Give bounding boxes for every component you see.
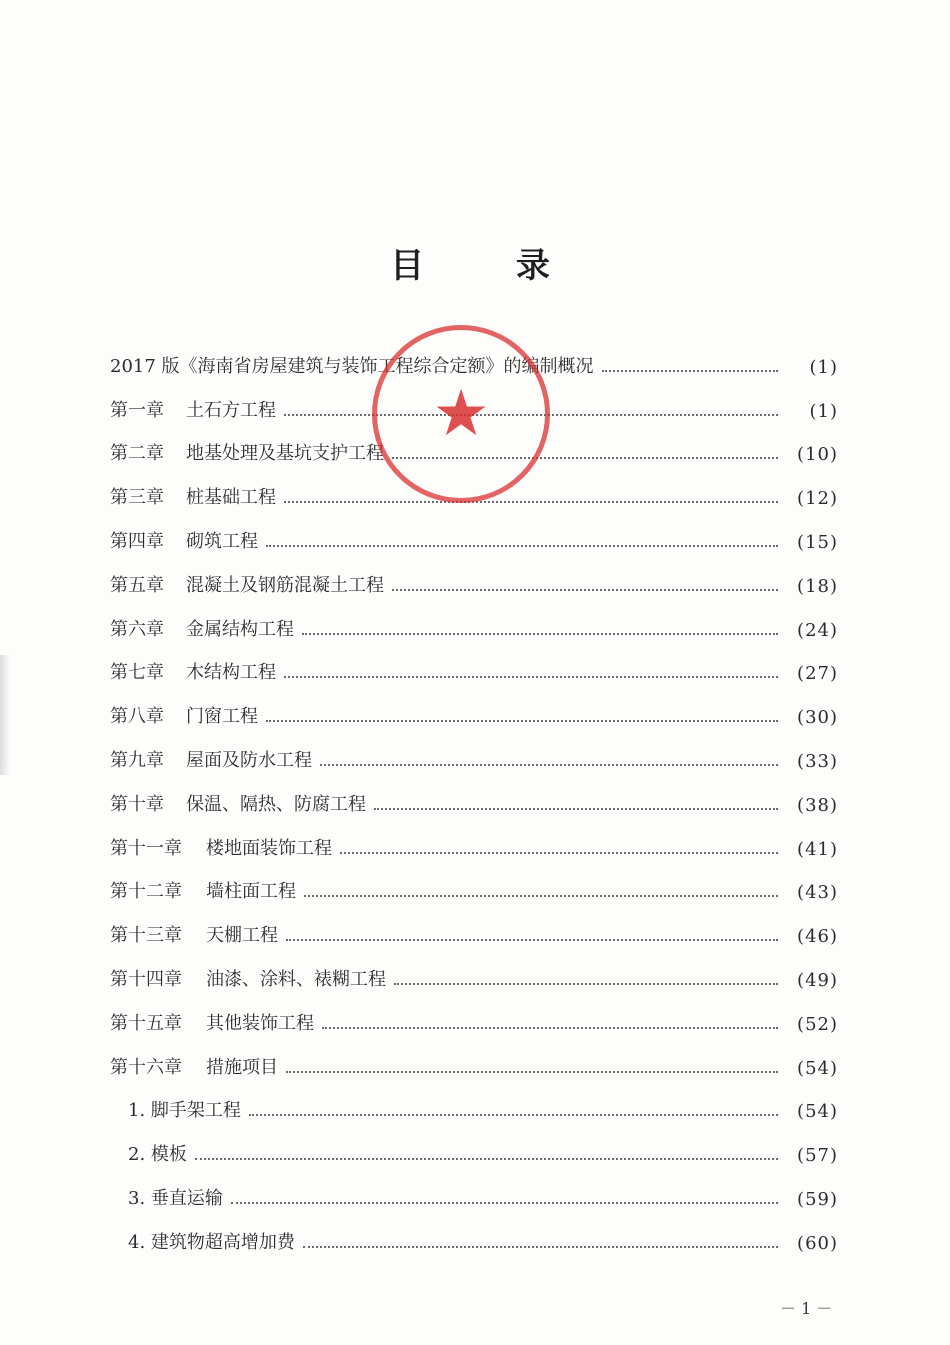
- dot-leader: [249, 1114, 778, 1116]
- toc-entry-name: 保温、隔热、防腐工程: [186, 793, 366, 815]
- toc-chapter-label: 第一章: [110, 399, 164, 421]
- page-title: 目 录: [390, 246, 590, 286]
- toc-page-number: (10): [797, 444, 838, 466]
- toc-subentry-high-rise-surcharge[interactable]: [110, 1210, 838, 1254]
- toc-chapter-label: 第十章: [110, 793, 164, 815]
- dot-leader: [392, 589, 778, 591]
- toc-entry-name: 3. 垂直运输: [128, 1187, 223, 1209]
- toc-entry-name: 楼地面装饰工程: [206, 837, 332, 859]
- toc-entry-chapter-13[interactable]: [110, 903, 838, 947]
- toc-page-number: (60): [797, 1232, 838, 1254]
- dot-leader: [302, 633, 778, 635]
- dot-leader: [303, 1246, 778, 1248]
- toc-page-number: (1): [809, 356, 838, 378]
- toc-entry-chapter-15[interactable]: [110, 991, 838, 1035]
- toc-subentry-formwork[interactable]: [110, 1122, 838, 1166]
- toc-entry-name: 屋面及防水工程: [186, 749, 312, 771]
- toc-chapter-label: 第七章: [110, 662, 164, 684]
- dot-leader: [284, 501, 778, 503]
- toc-subentry-scaffolding[interactable]: [110, 1079, 838, 1123]
- toc-entry-name: 砌筑工程: [186, 530, 258, 552]
- toc-chapter-label: 第十二章: [110, 881, 182, 903]
- toc-chapter-label: 第九章: [110, 749, 164, 771]
- toc-chapter-label: 第十一章: [110, 837, 182, 859]
- toc-entry-name: 天棚工程: [206, 925, 278, 947]
- toc-entry-name: 土石方工程: [186, 399, 276, 421]
- toc-entry-name: 措施项目: [206, 1056, 278, 1078]
- toc-page-number: (49): [797, 969, 838, 991]
- dot-leader: [322, 1027, 778, 1029]
- toc-chapter-label: 第十三章: [110, 925, 182, 947]
- toc-page-number: (27): [797, 663, 838, 685]
- toc-entry-name: 油漆、涂料、裱糊工程: [206, 968, 386, 990]
- toc-chapter-label: 第八章: [110, 706, 164, 728]
- toc-page-number: (54): [797, 1101, 838, 1123]
- dot-leader: [340, 852, 778, 854]
- toc-chapter-label: 第六章: [110, 618, 164, 640]
- toc-subentry-vertical-transport[interactable]: [110, 1166, 838, 1210]
- toc-entry-chapter-11[interactable]: [110, 816, 838, 860]
- toc-entry-chapter-4[interactable]: [110, 509, 838, 553]
- toc-chapter-label: 第二章: [110, 443, 164, 465]
- toc-entry-chapter-12[interactable]: [110, 860, 838, 904]
- toc-entry-name: 墙柱面工程: [206, 881, 296, 903]
- toc-chapter-label: 第十六章: [110, 1056, 182, 1078]
- toc-page-number: (38): [797, 794, 838, 816]
- toc-page-number: (59): [797, 1188, 838, 1210]
- toc-page-number: (52): [797, 1013, 838, 1035]
- toc-entry-name: 地基处理及基坑支护工程: [186, 443, 384, 465]
- page-number-footer: － 1 －: [780, 1299, 833, 1318]
- toc-entry-chapter-14[interactable]: [110, 947, 838, 991]
- dot-leader: [284, 676, 778, 678]
- toc-entry-chapter-16[interactable]: [110, 1035, 838, 1079]
- toc-page-number: (30): [797, 707, 838, 729]
- toc-entry-name: 桩基础工程: [186, 487, 276, 509]
- toc-chapter-label: 第十四章: [110, 968, 182, 990]
- dot-leader: [394, 983, 778, 985]
- toc-entry-chapter-8[interactable]: [110, 684, 838, 728]
- toc-page-number: (1): [809, 400, 838, 422]
- toc-entry-name: 1. 脚手架工程: [128, 1100, 241, 1122]
- toc-entry-chapter-9[interactable]: [110, 728, 838, 772]
- toc-entry-name: 2. 模板: [128, 1144, 187, 1166]
- toc-page-number: (57): [797, 1145, 838, 1167]
- toc-chapter-label: 第三章: [110, 487, 164, 509]
- dot-leader: [195, 1158, 778, 1160]
- toc-chapter-label: 第十五章: [110, 1012, 182, 1034]
- toc-page-number: (18): [797, 575, 838, 597]
- toc-entry-chapter-7[interactable]: [110, 641, 838, 685]
- toc-page-number: (41): [797, 838, 838, 860]
- toc-page-number: (46): [797, 926, 838, 948]
- toc-chapter-label: 第四章: [110, 530, 164, 552]
- toc-page-number: (24): [797, 619, 838, 641]
- toc-entry-chapter-5[interactable]: [110, 553, 838, 597]
- toc-page-number: (33): [797, 750, 838, 772]
- toc-entry-name: 4. 建筑物超高增加费: [128, 1231, 295, 1253]
- toc-page-number: (43): [797, 882, 838, 904]
- toc-page-number: (54): [797, 1057, 838, 1079]
- dot-leader: [602, 370, 778, 372]
- dot-leader: [266, 720, 778, 722]
- toc-entry-name: 混凝土及钢筋混凝土工程: [186, 574, 384, 596]
- toc-page-number: (12): [797, 488, 838, 510]
- dot-leader: [320, 764, 778, 766]
- toc-entry-name: 金属结构工程: [186, 618, 294, 640]
- scan-edge-mark: [0, 655, 10, 775]
- dot-leader: [231, 1202, 778, 1204]
- dot-leader: [286, 939, 778, 941]
- dot-leader: [304, 895, 778, 897]
- toc-entry-name: 木结构工程: [186, 662, 276, 684]
- toc-chapter-label: 第五章: [110, 574, 164, 596]
- toc-entry-name: 2017 版《海南省房屋建筑与装饰工程综合定额》的编制概况: [110, 355, 594, 377]
- toc-page-number: (15): [797, 531, 838, 553]
- toc-entry-name: 门窗工程: [186, 706, 258, 728]
- dot-leader: [374, 808, 778, 810]
- dot-leader: [266, 545, 778, 547]
- toc-entry-chapter-6[interactable]: [110, 597, 838, 641]
- toc-entry-name: 其他装饰工程: [206, 1012, 314, 1034]
- dot-leader: [286, 1071, 778, 1073]
- toc-entry-chapter-10[interactable]: [110, 772, 838, 816]
- star-icon: ★: [432, 377, 490, 451]
- official-seal-stamp: [372, 325, 550, 503]
